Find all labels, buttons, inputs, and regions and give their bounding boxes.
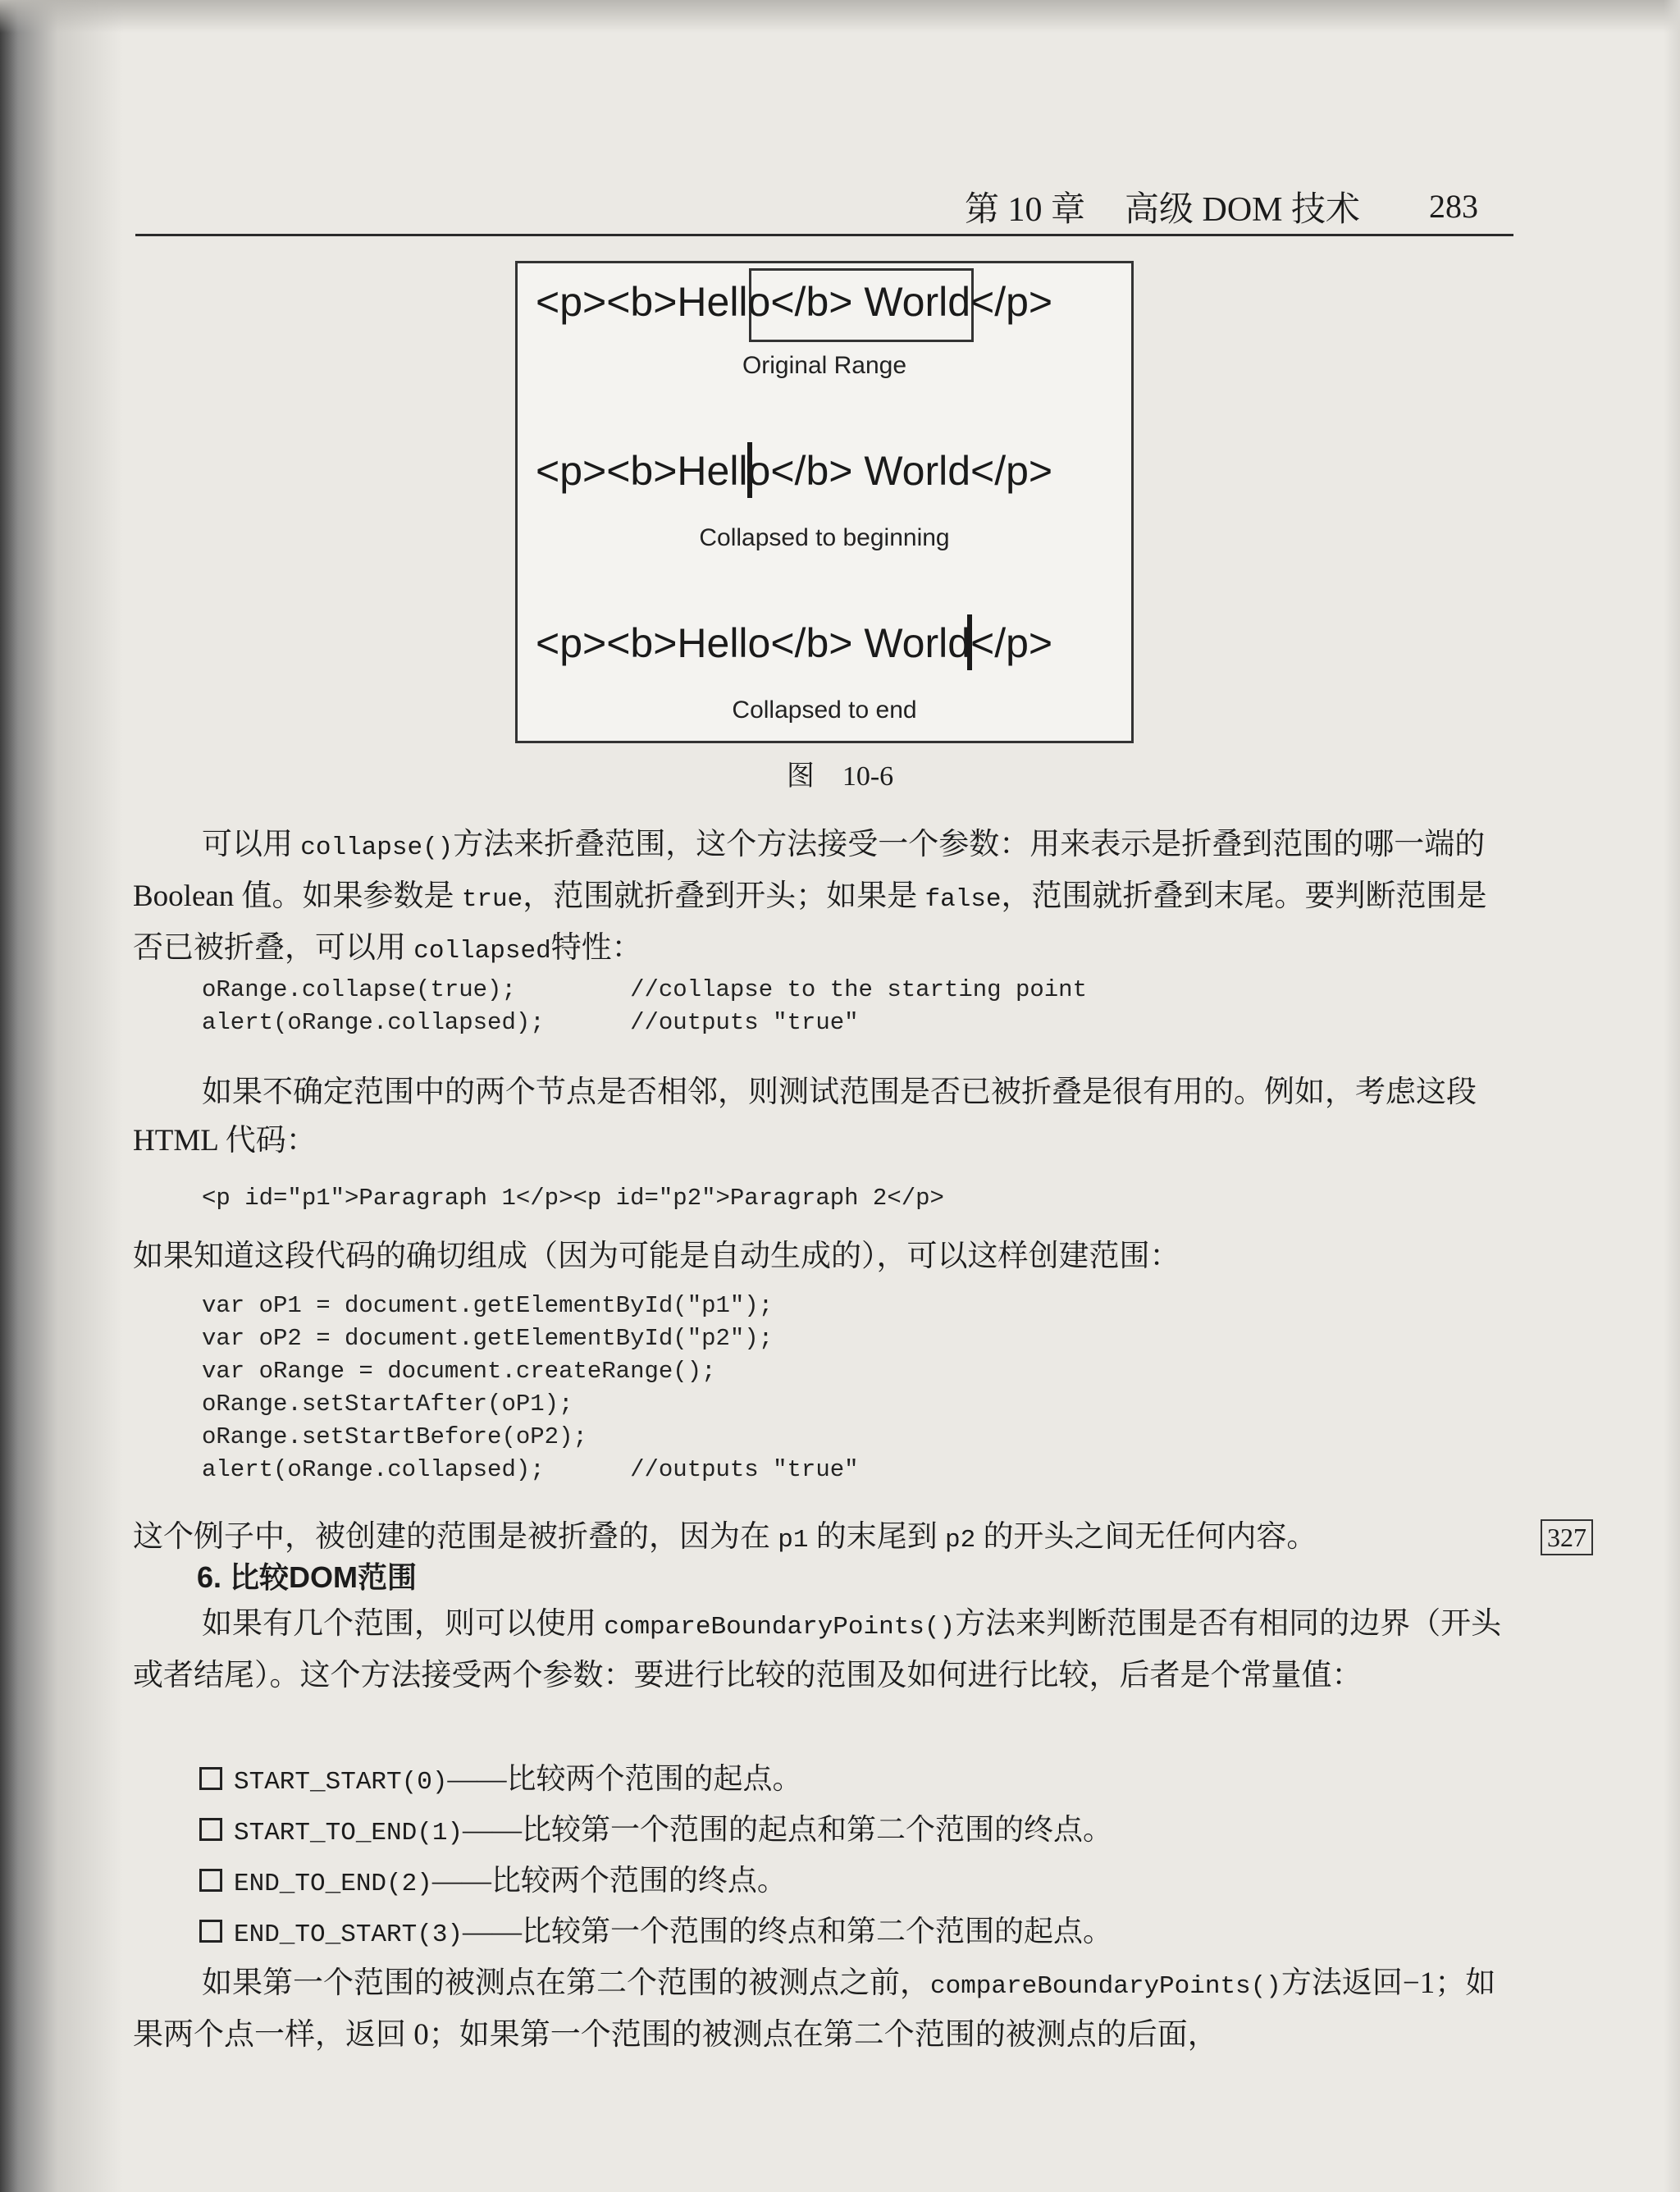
- checkbox-bullet-icon: [199, 1869, 222, 1892]
- list-item: START_START(0)——比较两个范围的起点。: [199, 1756, 801, 1797]
- figure-caption-collapsed-start: Collapsed to beginning: [699, 524, 950, 551]
- code-line: oRange.setStartAfter(oP1);: [202, 1391, 573, 1418]
- code-line: alert(oRange.collapsed); //outputs "true": [202, 1009, 859, 1036]
- page-binding-shadow: [0, 0, 123, 2192]
- chapter-title: 高级 DOM 技术: [1125, 191, 1361, 229]
- paragraph-adjacent: 如果不确定范围中的两个节点是否相邻，则测试范围是否已被折叠是很有用的。例如，考虑这段 HTML 代码：: [133, 1075, 1477, 1158]
- figure-label: 图 10-6: [786, 761, 894, 792]
- checkbox-bullet-icon: [199, 1767, 222, 1790]
- paragraph-collapse: 可以用 collapse()方法来折叠范围，这个方法接受一个参数：用来表示是折叠到范围的哪一端的 Boolean 值。如果参数是 true，范围就折叠到开头；如果是 false，范围就折叠到末尾。要判断范围是否已被折叠，可以用 collapsed特性：: [133, 828, 1487, 966]
- paragraph-create-range: 如果知道这段代码的确切组成（因为可能是自动生成的），可以这样创建范围：: [133, 1240, 1180, 1273]
- paragraph-compare: 如果有几个范围，则可以使用 compareBoundaryPoints()方法来判断范围是否有相同的边界（开头或者结尾）。这个方法接受两个参数：要进行比较的范围及如何进行比较，后者是个常量值：: [133, 1607, 1502, 1692]
- code-line: var oP2 = document.getElementById("p2");: [202, 1325, 774, 1352]
- figure-10-6: [515, 261, 1134, 743]
- figure-code-original: <p><b>Hello</b> World</p>: [536, 279, 1053, 325]
- header-rule: [135, 234, 1513, 236]
- code-line: <p id="p1">Paragraph 1</p><p id="p2">Paragraph 2</p>: [202, 1185, 944, 1212]
- figure-code-collapsed-end: <p><b>Hello</b> World</p>: [536, 620, 1053, 666]
- page-number: 283: [1429, 188, 1478, 225]
- margin-page-number: 327: [1541, 1519, 1593, 1555]
- code-line: oRange.setStartBefore(oP2);: [202, 1423, 587, 1450]
- code-line: var oRange = document.createRange();: [202, 1358, 716, 1385]
- figure-caption-original: Original Range: [742, 352, 907, 379]
- list-item: END_TO_START(3)——比较第一个范围的终点和第二个范围的起点。: [199, 1908, 1112, 1950]
- checkbox-bullet-icon: [199, 1818, 222, 1841]
- list-item: START_TO_END(1)——比较第一个范围的起点和第二个范围的终点。: [199, 1806, 1112, 1848]
- figure-code-collapsed-start: <p><b>Hello</b> World</p>: [536, 448, 1053, 494]
- code-line: oRange.collapse(true); //collapse to the starting point: [202, 976, 1087, 1003]
- code-line: alert(oRange.collapsed); //outputs "true": [202, 1456, 859, 1483]
- checkbox-bullet-icon: [199, 1920, 222, 1943]
- list-item: END_TO_END(2)——比较两个范围的终点。: [199, 1857, 787, 1899]
- chapter-label: 第 10 章: [965, 191, 1086, 229]
- section-heading: 6. 比较DOM范围: [197, 1560, 418, 1594]
- page-right-edge: [1664, 0, 1680, 2192]
- figure-caption-collapsed-end: Collapsed to end: [732, 696, 917, 724]
- code-line: var oP1 = document.getElementById("p1");: [202, 1292, 774, 1319]
- paragraph-example-result: 这个例子中，被创建的范围是被折叠的，因为在 p1 的末尾到 p2 的开头之间无任何内容。: [133, 1520, 1317, 1555]
- running-header: [965, 182, 1478, 231]
- page-top-shadow: [0, 0, 1680, 33]
- paragraph-return-values: 如果第一个范围的被测点在第二个范围的被测点之前，compareBoundaryPoints()方法返回−1；如果两个点一样，返回 0；如果第一个范围的被测点在第二个范围的被测点的后面，: [133, 1966, 1496, 2052]
